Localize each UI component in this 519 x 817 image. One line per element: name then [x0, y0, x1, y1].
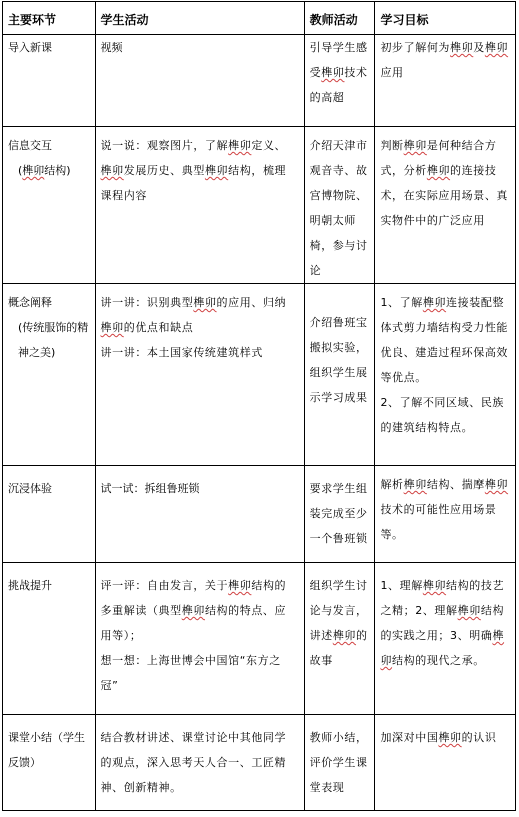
student-activity-text: 结合教材讲述、课堂讨论中其他同学的观点，深入思考天人合一、工匠精神、创新精神。: [100, 731, 287, 794]
header-row: [3, 2, 516, 35]
student-activity-text: 试一试：拆组鲁班锁: [100, 482, 200, 495]
learning-goal-text: 2、了解不同区域、民族的建筑结构特点。: [380, 396, 505, 434]
stage-label: 导入新课: [8, 41, 52, 54]
learning-goal-text: 初步了解何为榫卯及榫卯应用: [380, 41, 509, 79]
student-activity-text: 评一评：自由发言，关于榫卯结构的多重解读（典型榫卯结构的特点、应用等）；: [100, 579, 287, 642]
teacher-cell: [304, 715, 375, 811]
teacher-cell: [304, 127, 375, 284]
stage-label: 概念阐释: [8, 296, 52, 309]
stage-label: 信息交互: [8, 139, 52, 152]
student-activity-text: 讲一讲：识别典型榫卯的应用、归纳榫卯的优点和缺点: [100, 296, 287, 334]
stage-subtitle: (传统服饰的精神之美): [18, 321, 89, 359]
goal-cell: [375, 35, 516, 127]
student-activity-text: 想一想：上海世博会中国馆“东方之冠”: [100, 654, 281, 692]
stage-cell: [3, 35, 96, 127]
stage-label: 挑战提升: [8, 579, 52, 592]
stage-cell: [3, 563, 96, 715]
student-cell: [95, 563, 304, 715]
table-row: [3, 715, 516, 811]
stage-subtitle: (榫卯结构): [18, 164, 71, 177]
learning-goal-text: 1、理解榫卯结构的技艺之精；2、理解榫卯结构的实践之用；3、明确榫卯结构的现代之承。: [380, 579, 505, 667]
stage-cell: [3, 127, 96, 284]
header-learning-goal: 学习目标: [375, 2, 516, 35]
teacher-cell: [304, 466, 375, 563]
teacher-activity-text: 介绍鲁班宝搬拟实验，组织学生展示学习成果: [309, 316, 368, 404]
goal-cell: [375, 284, 516, 466]
goal-cell: [375, 715, 516, 811]
teacher-cell: [304, 563, 375, 715]
table-row: [3, 35, 516, 127]
student-cell: [95, 284, 304, 466]
goal-cell: [375, 127, 516, 284]
learning-goal-text: 判断榫卯是何种结合方式，分析榫卯的连接技术，在实际应用场景、真实物件中的广泛应用: [380, 139, 509, 227]
student-cell: [95, 466, 304, 563]
table-row: [3, 563, 516, 715]
goal-cell: [375, 466, 516, 563]
student-cell: [95, 127, 304, 284]
stage-cell: [3, 715, 96, 811]
header-stage: 主要环节: [3, 2, 96, 35]
stage-label: 课堂小结（学生反馈）: [8, 731, 85, 769]
learning-goal-text: 加深对中国榫卯的认识: [380, 731, 497, 744]
student-activity-text: 讲一讲：本土国家传统建筑样式: [100, 346, 263, 359]
student-cell: [95, 715, 304, 811]
learning-goal-text: 解析榫卯结构、揣摩榫卯技术的可能性应用场景等。: [380, 478, 509, 541]
teacher-activity-text: 教师小结，评价学生课堂表现: [309, 731, 368, 794]
teacher-activity-text: 引导学生感受榫卯技术的高超: [309, 41, 368, 104]
student-activity-text: 视频: [100, 41, 123, 54]
table-row: [3, 127, 516, 284]
stage-label: 沉浸体验: [8, 482, 52, 495]
lesson-plan-table: [2, 1, 516, 811]
student-cell: [95, 35, 304, 127]
stage-cell: [3, 466, 96, 563]
stage-cell: [3, 284, 96, 466]
teacher-activity-text: 要求学生组装完成至少一个鲁班锁: [309, 482, 368, 545]
teacher-cell: [304, 35, 375, 127]
teacher-activity-text: 介绍天津市观音寺、故宫博物院、明朝太师椅，参与讨论: [309, 139, 368, 277]
student-activity-text: 说一说：观察图片，了解榫卯定义、榫卯发展历史、典型榫卯结构，梳理课程内容: [100, 139, 287, 202]
goal-cell: [375, 563, 516, 715]
table-row: [3, 284, 516, 466]
teacher-activity-text: 组织学生讨论与发言，讲述榫卯的故事: [309, 579, 368, 667]
header-student-activity: 学生活动: [95, 2, 304, 35]
table-row: [3, 466, 516, 563]
learning-goal-text: 1、了解榫卯连接装配整体式剪力墙结构受力性能优良、建造过程环保高效等优点。: [380, 296, 509, 384]
header-teacher-activity: 教师活动: [304, 2, 375, 35]
teacher-cell: [304, 284, 375, 466]
